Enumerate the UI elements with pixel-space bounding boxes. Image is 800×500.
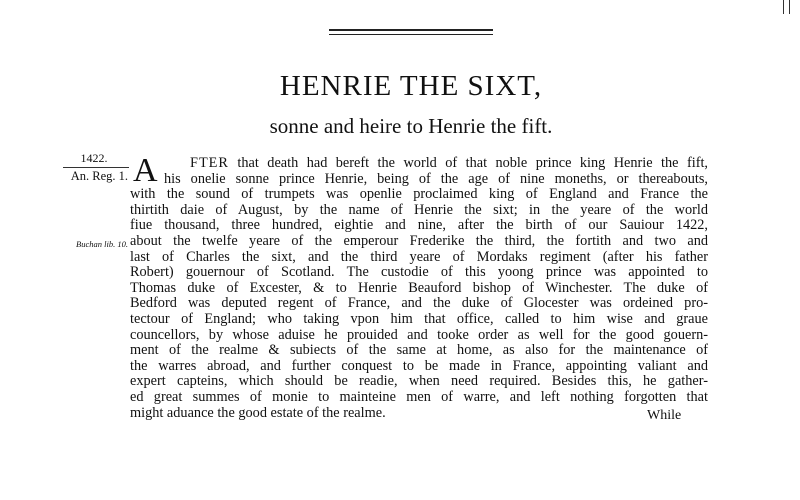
drop-initial: A [133, 152, 158, 189]
text-line-16: ed great summes of monie to mainteine men of warre, and left nothing forgotten that [130, 388, 708, 405]
text-line-12: councellors, by whose aduise he prouided and tooke order as well for the good gouern- [130, 326, 708, 343]
chapter-subtitle: sonne and heire to Henrie the fift. [269, 114, 553, 138]
margin-reference: Buchan lib. 10. [76, 239, 128, 249]
margin-rule [63, 167, 129, 168]
header-rule-top [329, 29, 493, 31]
text-line-6: about the twelfe yeare of the emperour Frederike the third, the fortith and two and [130, 232, 708, 249]
text-line-9: Thomas duke of Excester, & to Henrie Beauford bishop of Winchester. The duke of [130, 279, 708, 296]
margin-year: 1422. [80, 151, 108, 165]
body-paragraph [130, 152, 708, 421]
text-line-1 [130, 156, 708, 172]
first-word-rest: FTER [190, 155, 229, 171]
text-line-3: with the sound of trumpets was openlie proclaimed king of England and France the [130, 186, 708, 203]
header-rule-bottom [329, 34, 493, 35]
text-line-5: fiue thousand, three hundred, eightie and nine, after the birth of our Sauiour 1422, [130, 217, 708, 234]
text-line-10: Bedford was deputed regent of France, and the duke of Glocester was ordeined pro- [130, 295, 708, 312]
text-line-8: Robert) gouernour of Scotland. The custodie of this yoong prince was appointed to [130, 264, 708, 281]
text-line-15: expert capteins, which should be readie, when need required. Besides this, he gather- [130, 373, 708, 390]
text-line-2: his onelie sonne prince Henrie, being of the age of nine moneths, or thereabouts, [164, 170, 708, 187]
chapter-title: HENRIE THE SIXT, [279, 70, 543, 102]
text-line-1-rest: that death had bereft the world of that noble prince king Henrie the fift, [237, 155, 708, 171]
text-line-14: the warres abroad, and further conquest to be made in France, appointing valiant and [130, 357, 708, 374]
page-edge-mark [783, 0, 790, 14]
margin-regnal-year: An. Reg. 1. [70, 169, 128, 183]
text-line-17: might aduance the good estate of the realme. [130, 404, 386, 421]
text-line-13: ment of the realme & subiects of the same at home, as also for the maintenance of [130, 342, 708, 359]
catchword: While [647, 408, 682, 423]
text-line-11: tectour of England; who taking vpon him that office, called to him wise and graue [130, 310, 708, 327]
text-line-4: thirtith daie of August, by the name of Henrie the sixt; in the yeare of the world [130, 201, 708, 218]
text-line-7: last of Charles the sixt, and the third yeare of Mordaks regiment (after his father [130, 248, 708, 265]
